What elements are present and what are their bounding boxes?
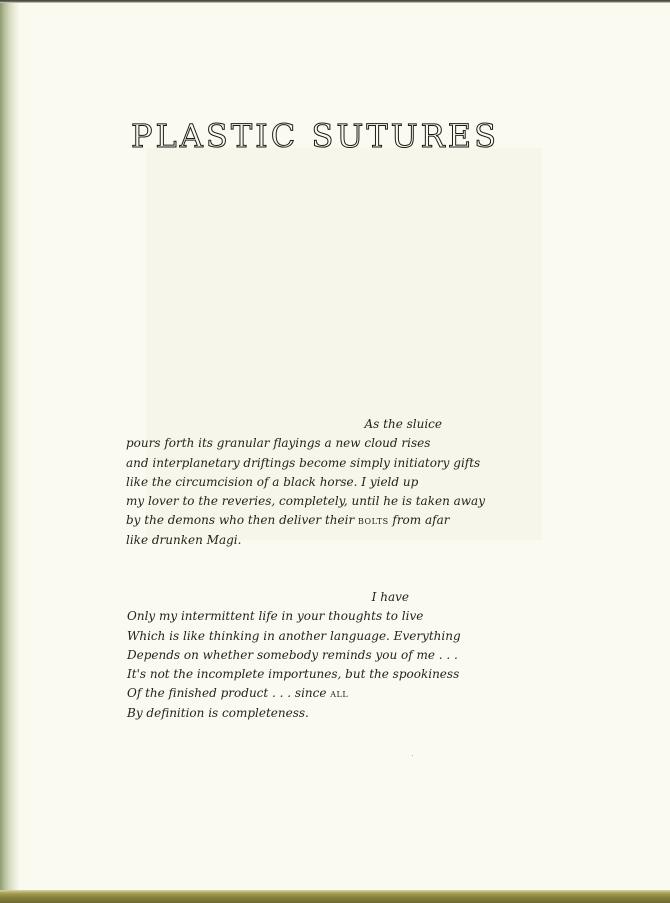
stanza-one [126, 415, 485, 550]
poem-line [127, 684, 409, 703]
poem-line: like drunken Magi. [126, 532, 242, 547]
poem-line-text: Of the finished product . . . since [127, 686, 331, 701]
small-caps-word: all [330, 686, 349, 701]
poem-line: It's not the incomplete importunes, but the spookiness [127, 667, 460, 682]
small-caps-word: bolts [358, 513, 389, 528]
poem-line: and interplanetary driftings become simply initiatory gifts [126, 455, 481, 470]
poem-line: pours forth its granular flayings a new cloud rises [126, 436, 431, 451]
poem-line: Which is like thinking in another language. Everything [127, 628, 461, 643]
stanza-two [127, 588, 461, 723]
poem-line: my lover to the reveries, completely, until he is taken away [126, 494, 485, 509]
poem-title: PLASTIC SUTURES [131, 117, 500, 155]
poem-line: like the circumcision of a black horse. I yield up [126, 474, 419, 489]
poem-line: By definition is completeness. [127, 705, 309, 720]
binding-edge-band [0, 890, 670, 903]
poem-line: Depends on whether somebody reminds you of me . . . [127, 647, 458, 662]
poem-line-text: by the demons who then deliver their [126, 513, 358, 528]
paper-speck [412, 755, 413, 756]
poem-line: I have [371, 590, 409, 604]
poem-line: As the sluice [364, 417, 442, 431]
page-gutter-shadow [0, 0, 20, 903]
poem-line [126, 511, 450, 530]
page-top-edge [0, 0, 670, 3]
poem-line-text: from afar [388, 513, 450, 528]
poem-line: Only my intermittent life in your thoughts to live [127, 609, 424, 624]
